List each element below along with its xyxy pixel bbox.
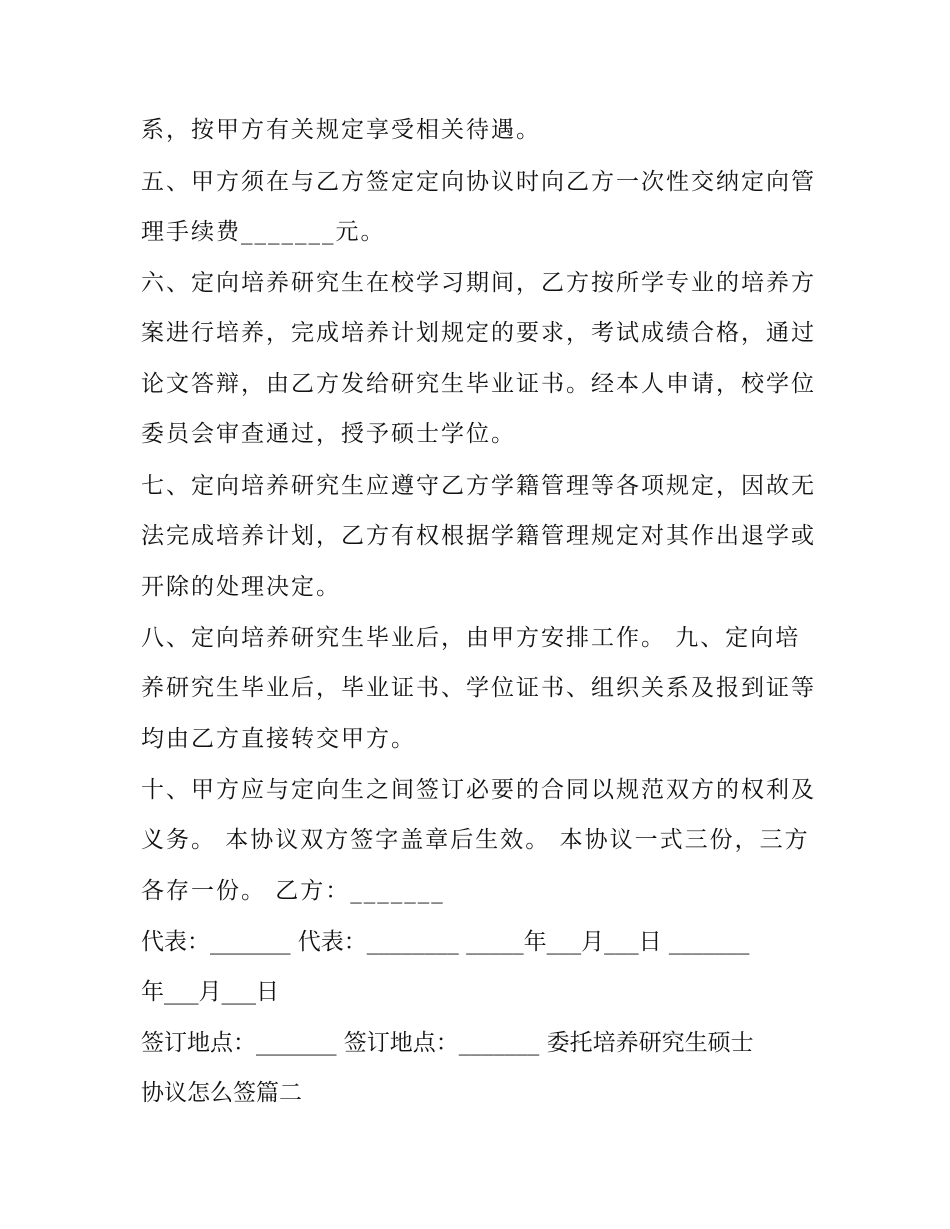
paragraph-line: 五、甲方须在与乙方签定定向协议时向乙方一次性交纳定向管 [141,169,816,195]
paragraph-line: 案进行培养，完成培养计划规定的要求，考试成绩合格，通过 [141,320,816,346]
signature-line: 代表：_______ 代表：________ _____年___月___日 _______ [141,929,750,955]
paragraph-line: 理手续费_______元。 [141,219,386,245]
paragraph-line: 委员会审查通过，授予硕士学位。 [141,421,516,447]
paragraph-line: 开除的处理决定。 [141,574,341,600]
section-heading: 协议怎么签篇二 [141,1080,302,1106]
paragraph-line: 义务。 本协议双方签字盖章后生效。 本协议一式三份，三方 [141,827,810,853]
paragraph-line: 养研究生毕业后，毕业证书、学位证书、组织关系及报到证等 [141,675,816,701]
signing-place-line: 签订地点：_______ 签订地点：_______ 委托培养研究生硕士 [141,1030,754,1056]
paragraph-line: 论文答辩，由乙方发给研究生毕业证书。经本人申请，校学位 [141,371,816,397]
paragraph-line: 系，按甲方有关规定享受相关待遇。 [141,117,541,143]
paragraph-line: 六、定向培养研究生在校学习期间，乙方按所学专业的培养方 [141,270,816,296]
paragraph-line: 八、定向培养研究生毕业后，由甲方安排工作。 九、定向培 [141,625,801,651]
paragraph-line: 七、定向培养研究生应遵守乙方学籍管理等各项规定，因故无 [141,473,816,499]
paragraph-line: 十、甲方应与定向生之间签订必要的合同以规范双方的权利及 [141,777,816,803]
date-line: 年___月___日 [141,979,279,1005]
paragraph-line: 均由乙方直接转交甲方。 [141,726,416,752]
paragraph-line: 法完成培养计划，乙方有权根据学籍管理规定对其作出退学或 [141,523,816,549]
signature-line: 各存一份。 乙方：_______ [141,878,445,904]
